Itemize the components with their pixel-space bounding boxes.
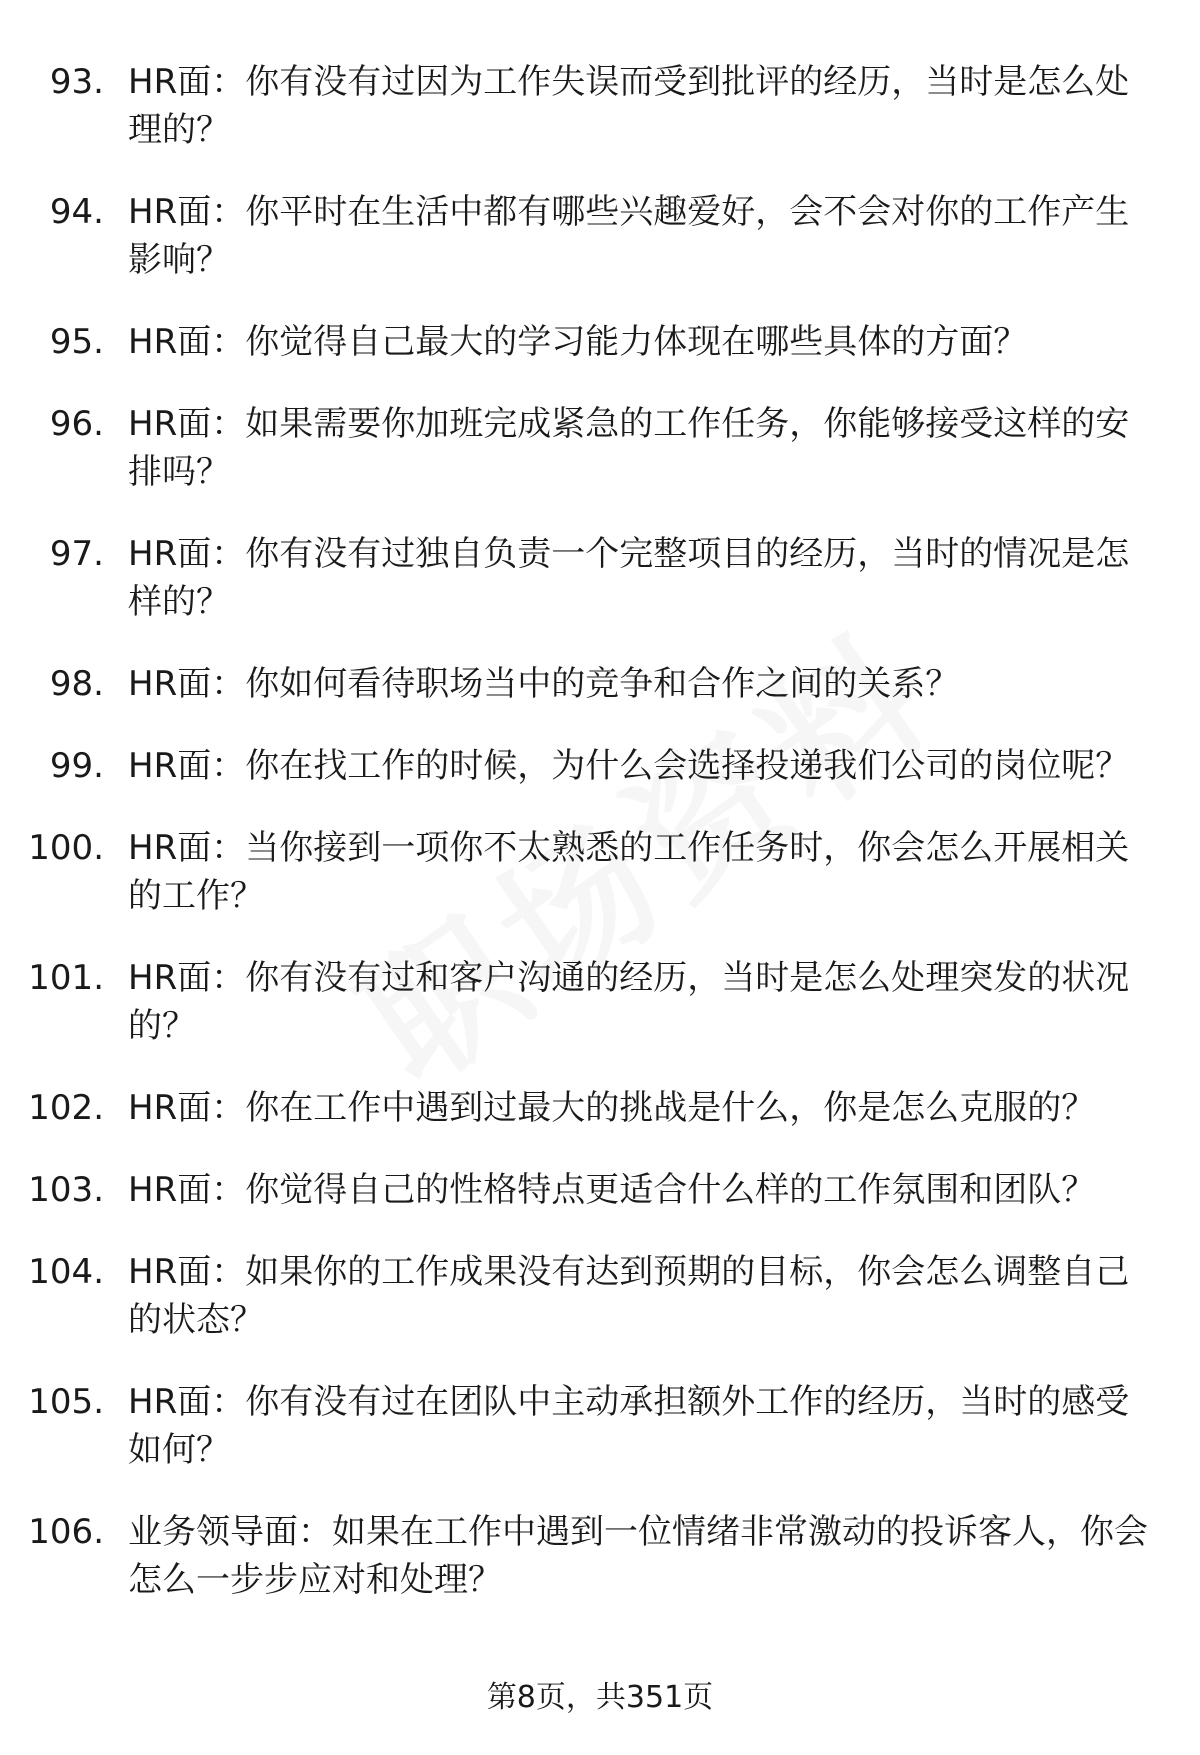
question-number: 104. bbox=[28, 1252, 104, 1292]
question-item bbox=[0, 660, 1200, 708]
question-text: HR面：当你接到一项你不太熟悉的工作任务时，你会怎么开展相关的工作？ bbox=[128, 828, 1130, 916]
question-item bbox=[0, 1378, 1200, 1474]
question-item bbox=[0, 530, 1200, 626]
question-number: 103. bbox=[28, 1170, 104, 1210]
question-number: 95. bbox=[49, 322, 104, 362]
question-text: HR面：你有没有过和客户沟通的经历，当时是怎么处理突发的状况的？ bbox=[128, 958, 1130, 1046]
question-text: 业务领导面：如果在工作中遇到一位情绪非常激动的投诉客人，你会怎么一步步应对和处理？ bbox=[128, 1512, 1148, 1600]
question-number: 94. bbox=[49, 192, 104, 232]
question-item bbox=[0, 1508, 1200, 1604]
question-item bbox=[0, 1248, 1200, 1344]
question-number: 106. bbox=[28, 1512, 104, 1552]
question-number: 102. bbox=[28, 1088, 104, 1128]
question-text: HR面：你在找工作的时候，为什么会选择投递我们公司的岗位呢？ bbox=[128, 746, 1130, 786]
question-text: HR面：如果需要你加班完成紧急的工作任务，你能够接受这样的安排吗？ bbox=[128, 404, 1130, 492]
question-item bbox=[0, 188, 1200, 284]
question-text: HR面：如果你的工作成果没有达到预期的目标，你会怎么调整自己的状态？ bbox=[128, 1252, 1130, 1340]
question-number: 97. bbox=[49, 534, 104, 574]
question-item bbox=[0, 318, 1200, 366]
question-text: HR面：你觉得自己的性格特点更适合什么样的工作氛围和团队？ bbox=[128, 1170, 1096, 1210]
question-text: HR面：你平时在生活中都有哪些兴趣爱好，会不会对你的工作产生影响？ bbox=[128, 192, 1130, 280]
question-text: HR面：你在工作中遇到过最大的挑战是什么，你是怎么克服的？ bbox=[128, 1088, 1096, 1128]
question-item bbox=[0, 824, 1200, 920]
question-item bbox=[0, 400, 1200, 496]
question-list bbox=[0, 58, 1200, 1638]
question-text: HR面：你有没有过在团队中主动承担额外工作的经历，当时的感受如何？ bbox=[128, 1382, 1130, 1470]
question-item bbox=[0, 954, 1200, 1050]
question-number: 100. bbox=[28, 828, 104, 868]
question-item bbox=[0, 1166, 1200, 1214]
question-text: HR面：你觉得自己最大的学习能力体现在哪些具体的方面？ bbox=[128, 322, 1028, 362]
question-number: 105. bbox=[28, 1382, 104, 1422]
question-item bbox=[0, 58, 1200, 154]
question-number: 101. bbox=[28, 958, 104, 998]
question-item bbox=[0, 742, 1200, 790]
page-footer: 第8页，共351页 bbox=[486, 1680, 714, 1715]
question-number: 93. bbox=[49, 62, 104, 102]
question-item bbox=[0, 1084, 1200, 1132]
question-number: 99. bbox=[49, 746, 104, 786]
question-text: HR面：你如何看待职场当中的竞争和合作之间的关系？ bbox=[128, 664, 960, 704]
question-number: 98. bbox=[49, 664, 104, 704]
question-text: HR面：你有没有过独自负责一个完整项目的经历，当时的情况是怎样的？ bbox=[128, 534, 1130, 622]
question-text: HR面：你有没有过因为工作失误而受到批评的经历，当时是怎么处理的？ bbox=[128, 62, 1130, 150]
question-number: 96. bbox=[49, 404, 104, 444]
